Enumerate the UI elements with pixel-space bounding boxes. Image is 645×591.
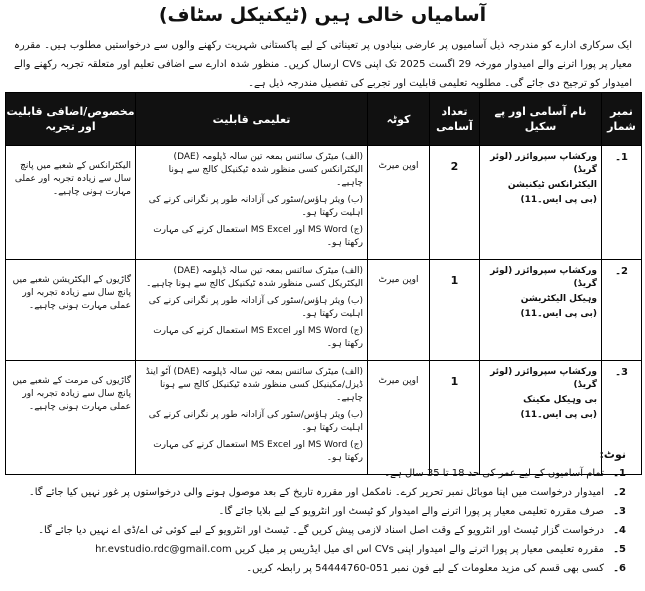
quota-cell: اوپن میرٹ: [368, 361, 430, 475]
pay-scale: (بی پی ایس۔11): [520, 309, 597, 319]
post-trade: الیکٹرانکس ٹیکنیشن: [507, 180, 597, 190]
education-line: (ج) MS Word اور MS Excel استعمال کرنے کی مہارت رکھتا ہو۔: [153, 225, 363, 248]
note-item: [14, 521, 626, 540]
post-title: ورکشاپ سپروائزر (لوئر گریڈ): [490, 367, 597, 390]
pay-scale: (بی پی ایس۔11): [520, 195, 597, 205]
count-cell: 1: [430, 361, 480, 475]
post-cell: [480, 146, 602, 260]
note-number: 6۔: [613, 563, 626, 574]
note-item: [14, 464, 626, 483]
table-row: [6, 146, 642, 260]
count-cell: 1: [430, 260, 480, 361]
education-line: (ب) ویئر ہاؤس/سٹور کی آزادانہ طور پر نگرانی کرنے کی اہلیت رکھتا ہو۔: [148, 410, 363, 433]
notes-title: نوٹ:: [599, 448, 626, 461]
education-cell: [136, 146, 368, 260]
education-line: (الف) میٹرک سائنس بمعہ تین سالہ ڈپلومہ (DAE) الیکٹرانکس کسی منظور شدہ ٹیکنیکل کالج سے ہونا چاہیے۔: [168, 152, 363, 188]
notes-section: [14, 448, 626, 578]
note-item: [14, 559, 626, 578]
education-line: (ب) ویئر ہاؤس/سٹور کی آزادانہ طور پر نگرانی کرنے کی اہلیت رکھتا ہو۔: [148, 195, 363, 218]
intro-paragraph: ایک سرکاری ادارے کو مندرجہ ذیل آسامیوں پر عارضی بنیادوں پر تعیناتی کے لیے پاکستانی شہریت رکھنے والوں سے درخواستیں مطلوب ہیں۔ مقررہ معیار پر پورا اترنے والے امیدوار مورخہ 29 اگست 2025 تک اپنی CVs ارسال کریں۔ منظور شدہ ادارے سے اضافی تعلیم اور متعلقہ تجربہ رکھنے والے امیدوار کو ترجیح دی جائے گی۔ مطلوبہ تعلیمی قابلیت اور تجربے کی تفصیل مندرجہ ذیل ہے۔: [14, 40, 633, 89]
quota-cell: اوپن میرٹ: [368, 146, 430, 260]
note-number: 1۔: [613, 468, 626, 479]
post-cell: [480, 260, 602, 361]
note-item: [14, 540, 626, 559]
post-title: ورکشاپ سپروائزر (لوئر گریڈ): [490, 152, 597, 175]
note-text: صرف مقررہ تعلیمی معیار پر پورا اترنے والے امیدوار کو ٹیسٹ اور انٹرویو کے لیے بلایا جائے گا۔: [218, 506, 604, 517]
page-title: آسامیاں خالی ہیں (ٹیکنیکل سٹاف): [158, 4, 487, 26]
header-experience: مخصوص/اضافی قابلیت اور تجربہ: [6, 93, 136, 146]
header-serial: نمبر شمار: [602, 93, 642, 146]
note-item: [14, 502, 626, 521]
post-trade: وہیکل الیکٹریشن: [520, 294, 597, 304]
note-number: 2۔: [613, 487, 626, 498]
serial-cell: 2۔: [602, 260, 642, 361]
note-text: امیدوار درخواست میں اپنا موبائل نمبر تحریر کرے۔ نامکمل اور مقررہ تاریخ کے بعد موصول ہونے والی درخواستوں پر غور نہیں کیا جائے گا۔: [28, 487, 604, 498]
post-title: ورکشاپ سپروائزر (لوئر گریڈ): [490, 266, 597, 289]
education-line: (ج) MS Word اور MS Excel استعمال کرنے کی مہارت رکھتا ہو۔: [153, 326, 363, 349]
note-number: 4۔: [613, 525, 626, 536]
experience-cell: گاڑیوں کے الیکٹریشن شعبے میں پانچ سال سے زیادہ تجربہ اور عملی مہارت ہونی چاہیے۔: [6, 260, 136, 361]
note-number: 5۔: [613, 544, 626, 555]
note-text: کسی بھی قسم کی مزید معلومات کے لیے فون نمبر 051-54444760 پر رابطہ کریں۔: [246, 563, 604, 574]
education-line: (ب) ویئر ہاؤس/سٹور کی آزادانہ طور پر نگرانی کرنے کی اہلیت رکھتا ہو۔: [148, 296, 363, 319]
education-line: (الف) میٹرک سائنس بمعہ تین سالہ ڈپلومہ (DAE) آٹو اینڈ ڈیزل/مکینیکل کسی منظور شدہ ٹیکنیکل کالج سے ہونا چاہیے۔: [145, 367, 363, 403]
note-text: درخواست گزار ٹیسٹ اور انٹرویو کے وقت اصل اسناد لازمی پیش کریں گے۔ ٹیسٹ اور انٹرویو کے لیے کوئی ٹی اے/ڈی اے نہیں دیا جائے گا۔: [38, 525, 604, 536]
experience-cell: گاڑیوں کی مرمت کے شعبے میں پانچ سال سے زیادہ تجربہ اور عملی مہارت ہونی چاہیے۔: [6, 361, 136, 475]
header-quota: کوٹہ: [368, 93, 430, 146]
vacancy-table: [5, 92, 642, 475]
quota-cell: اوپن میرٹ: [368, 260, 430, 361]
pay-scale: (بی پی ایس۔11): [520, 410, 597, 420]
note-item: [14, 483, 626, 502]
header-post: نام آسامی اور پے سکیل: [480, 93, 602, 146]
note-text: تمام آسامیوں کے لیے عمر کی حد 18 تا 35 سال ہے۔: [384, 468, 604, 479]
count-cell: 2: [430, 146, 480, 260]
education-cell: [136, 260, 368, 361]
serial-cell: 1۔: [602, 146, 642, 260]
experience-cell: الیکٹرانکس کے شعبے میں پانچ سال سے زیادہ تجربہ اور عملی مہارت ہونی چاہیے۔: [6, 146, 136, 260]
header-education: تعلیمی قابلیت: [136, 93, 368, 146]
note-text: مقررہ تعلیمی معیار پر پورا اترنے والے امیدوار اپنی CVs اس ای میل ایڈریس پر میل کریں hr.evstudio.rdc@gmail.com: [95, 544, 604, 555]
table-row: [6, 260, 642, 361]
serial-cell: 3۔: [602, 361, 642, 475]
education-line: (ج) MS Word اور MS Excel استعمال کرنے کی مہارت رکھتا ہو۔: [153, 440, 363, 463]
header-count: تعداد آسامی: [430, 93, 480, 146]
education-line: (الف) میٹرک سائنس بمعہ تین سالہ ڈپلومہ (DAE) الیکٹریکل کسی منظور شدہ ٹیکنیکل کالج سے ہونا چاہیے۔: [146, 266, 363, 289]
note-number: 3۔: [613, 506, 626, 517]
table-header-row: [6, 93, 642, 146]
post-trade: بی وہیکل مکینک: [523, 395, 597, 405]
